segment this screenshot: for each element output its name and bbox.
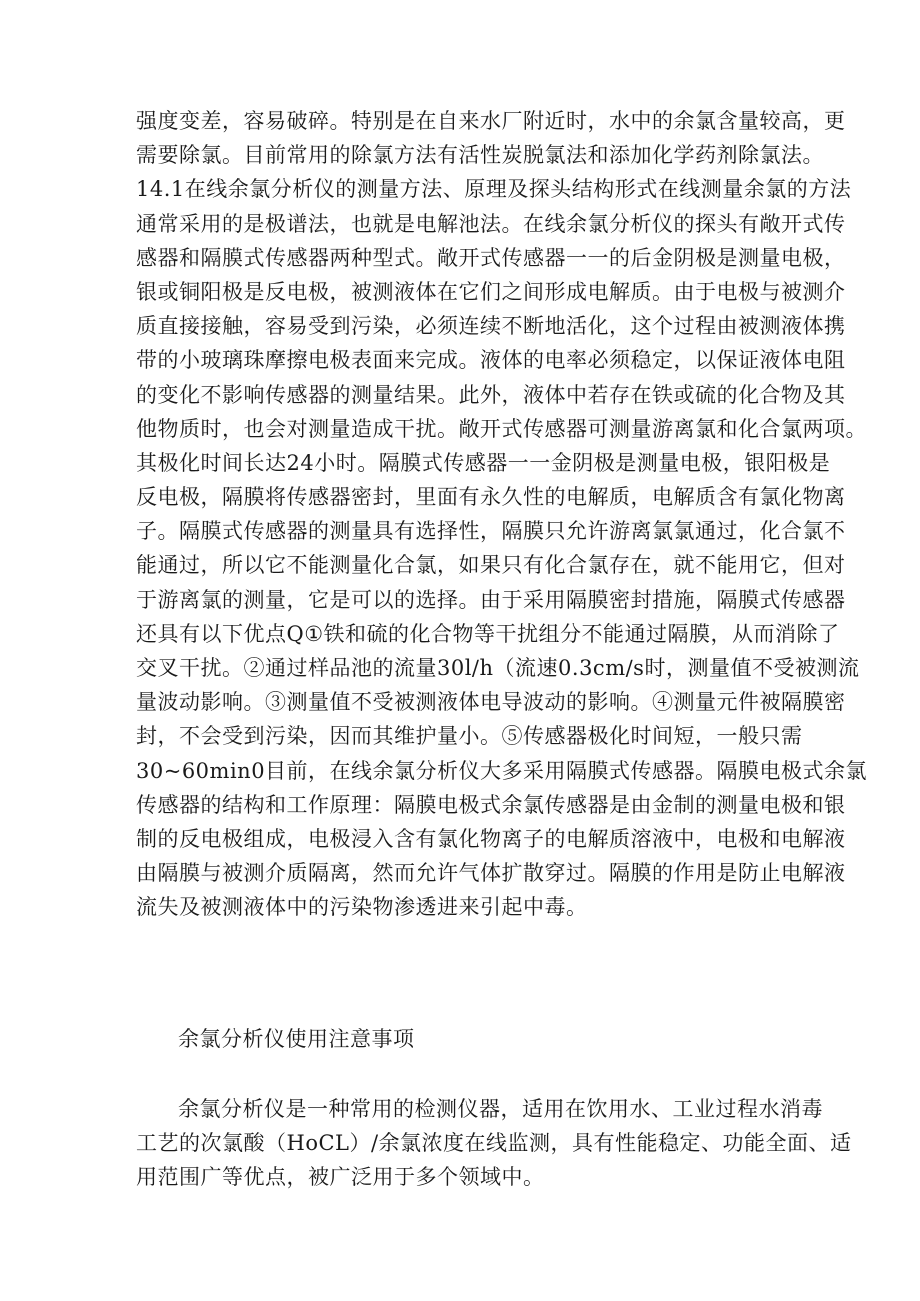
main-paragraph <box>136 104 868 925</box>
paragraph-line: 银或铜阳极是反电极，被测液体在它们之间形成电解质。由于电极与被测介 <box>136 279 846 304</box>
paragraph-line: 需要除氯。目前常用的除氯方法有活性炭脱氯法和添加化学药剂除氯法。 <box>136 143 824 168</box>
paragraph-line: 制的反电极组成，电极浸入含有氯化物离子的电解质溶液中，电极和电解液 <box>136 826 846 851</box>
paragraph-line: 子。隔膜式传感器的测量具有选择性，隔膜只允许游离氯氯通过，化合氯不 <box>136 519 846 544</box>
paragraph-line: 工艺的次氯酸（HoCL）/余氯浓度在线监测，具有性能稳定、功能全面、适 <box>136 1131 852 1156</box>
paragraph-line: 质直接接触，容易受到污染，必须连续不断地活化，这个过程由被测液体携 <box>136 314 846 339</box>
paragraph-line: 余氯分析仪是一种常用的检测仪器，适用在饮用水、工业过程水消毒 <box>178 1097 823 1121</box>
paragraph-line: 封，不会受到污染，因而其维护量小。⑤传感器极化时间短，一般只需 <box>136 724 803 749</box>
paragraph-line: 于游离氯的测量，它是可以的选择。由于采用隔膜密封措施，隔膜式传感器 <box>136 587 846 612</box>
paragraph-line: 由隔膜与被测介质隔离，然而允许气体扩散穿过。隔膜的作用是防止电解液 <box>136 861 846 886</box>
paragraph-line: 通常采用的是极谱法，也就是电解池法。在线余氯分析仪的探头有敞开式传 <box>136 211 846 236</box>
paragraph-line: 30~60min0目前，在线余氯分析仪大多采用隔膜式传感器。隔膜电极式余氯 <box>136 758 868 783</box>
paragraph-line: 流失及被测液体中的污染物渗透进来引起中毒。 <box>136 895 588 920</box>
paragraph-line: 的变化不影响传感器的测量结果。此外，液体中若存在铁或硫的化合物及其 <box>136 382 846 407</box>
paragraph-line: 能通过，所以它不能测量化合氯，如果只有化合氯存在，就不能用它，但对 <box>136 553 846 578</box>
paragraph-line: 还具有以下优点Q①铁和硫的化合物等干扰组分不能通过隔膜，从而消除了 <box>136 621 840 646</box>
notes-paragraph <box>136 1092 852 1195</box>
paragraph-line: 反电极，隔膜将传感器密封，里面有永久性的电解质，电解质含有氯化物离 <box>136 485 846 510</box>
paragraph-line: 14.1在线余氯分析仪的测量方法、原理及探头结构形式在线测量余氯的方法 <box>136 177 852 202</box>
paragraph-line: 感器和隔膜式传感器两种型式。敞开式传感器一一的后金阴极是测量电极， <box>136 245 846 270</box>
paragraph-line: 量波动影响。③测量值不受被测液体电导波动的影响。④测量元件被隔膜密 <box>136 690 846 715</box>
paragraph-line: 其极化时间长达24小时。隔膜式传感器一一金阴极是测量电极，银阳极是 <box>136 450 831 475</box>
paragraph-line: 他物质时，也会对测量造成干扰。敞开式传感器可测量游离氯和化合氯两项。 <box>136 416 867 441</box>
paragraph-line: 带的小玻璃珠摩擦电极表面来完成。液体的电率必须稳定，以保证液体电阻 <box>136 348 846 373</box>
section-heading: 余氯分析仪使用注意事项 <box>178 1027 415 1051</box>
paragraph-line: 用范围广等优点，被广泛用于多个领域中。 <box>136 1165 545 1190</box>
paragraph-line: 强度变差，容易破碎。特别是在自来水厂附近时，水中的余氯含量较高，更 <box>136 109 846 133</box>
paragraph-line: 传感器的结构和工作原理：隔膜电极式余氯传感器是由金制的测量电极和银 <box>136 792 846 817</box>
paragraph-line: 交叉干扰。②通过样品池的流量30l∕h（流速0.3cm∕s时，测量值不受被测流 <box>136 656 860 680</box>
